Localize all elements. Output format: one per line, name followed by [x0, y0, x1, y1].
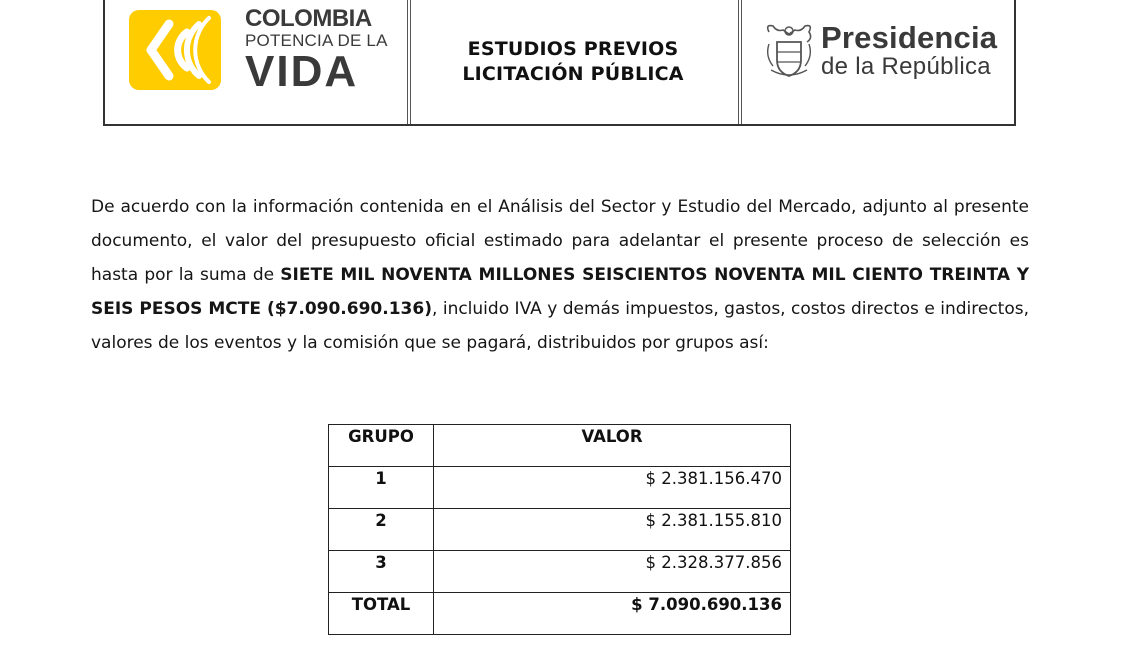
header-valor: VALOR — [434, 425, 791, 467]
budget-table — [328, 424, 791, 635]
paragraph-text-end: , incluido IVA y demás impuestos, gastos, costos directos e indirectos, valores de los eventos y la comisión que se pagará, distribuidos por grupos así: — [91, 299, 1029, 353]
table-row — [329, 509, 791, 551]
presidencia-logo-text — [821, 22, 997, 80]
row-group: 3 — [329, 551, 434, 593]
row-group: 1 — [329, 467, 434, 509]
header-title-cell — [408, 0, 739, 124]
header-right-logo-cell — [739, 0, 1014, 124]
doc-title-line2: LICITACIÓN PÚBLICA — [462, 63, 684, 85]
doc-title-line1: ESTUDIOS PREVIOS — [467, 38, 679, 60]
logo-line-vida: VIDA — [245, 47, 359, 96]
paragraph-text-start: De acuerdo con la información contenida en el Análisis del Sector y Estudio del Mercado, adjunto al presente documento, el valor del presupuesto oficial estimado para adelantar el presente proceso de selección es hasta por la suma de — [91, 197, 1029, 285]
budget-paragraph — [91, 190, 1029, 360]
document-header — [103, 0, 1016, 126]
row-value: $ 2.381.155.810 — [434, 509, 791, 551]
logo-line-republica: de la República — [821, 53, 991, 80]
logo-line-colombia: COLOMBIA — [245, 5, 372, 32]
header-left-logo-cell — [105, 0, 408, 124]
table-total-row — [329, 593, 791, 635]
table-header-row — [329, 425, 791, 467]
table-row — [329, 551, 791, 593]
header-grupo: GRUPO — [329, 425, 434, 467]
row-group: 2 — [329, 509, 434, 551]
row-value: $ 2.328.377.856 — [434, 551, 791, 593]
coat-of-arms-icon — [763, 22, 815, 80]
logo-line-presidencia: Presidencia — [821, 20, 998, 55]
table-row — [329, 467, 791, 509]
total-value: $ 7.090.690.136 — [434, 593, 791, 635]
row-value: $ 2.381.156.470 — [434, 467, 791, 509]
paragraph-amount-bold: SIETE MIL NOVENTA MILLONES SEISCIENTOS NOVENTA MIL CIENTO TREINTA Y SEIS PESOS MCTE ($7.090.690.136) — [91, 265, 1030, 319]
colombia-logo-text — [245, 6, 388, 94]
colombia-potencia-logo-icon — [129, 10, 221, 90]
logo-line-potencia: POTENCIA DE LA — [245, 31, 388, 50]
total-label: TOTAL — [329, 593, 434, 635]
